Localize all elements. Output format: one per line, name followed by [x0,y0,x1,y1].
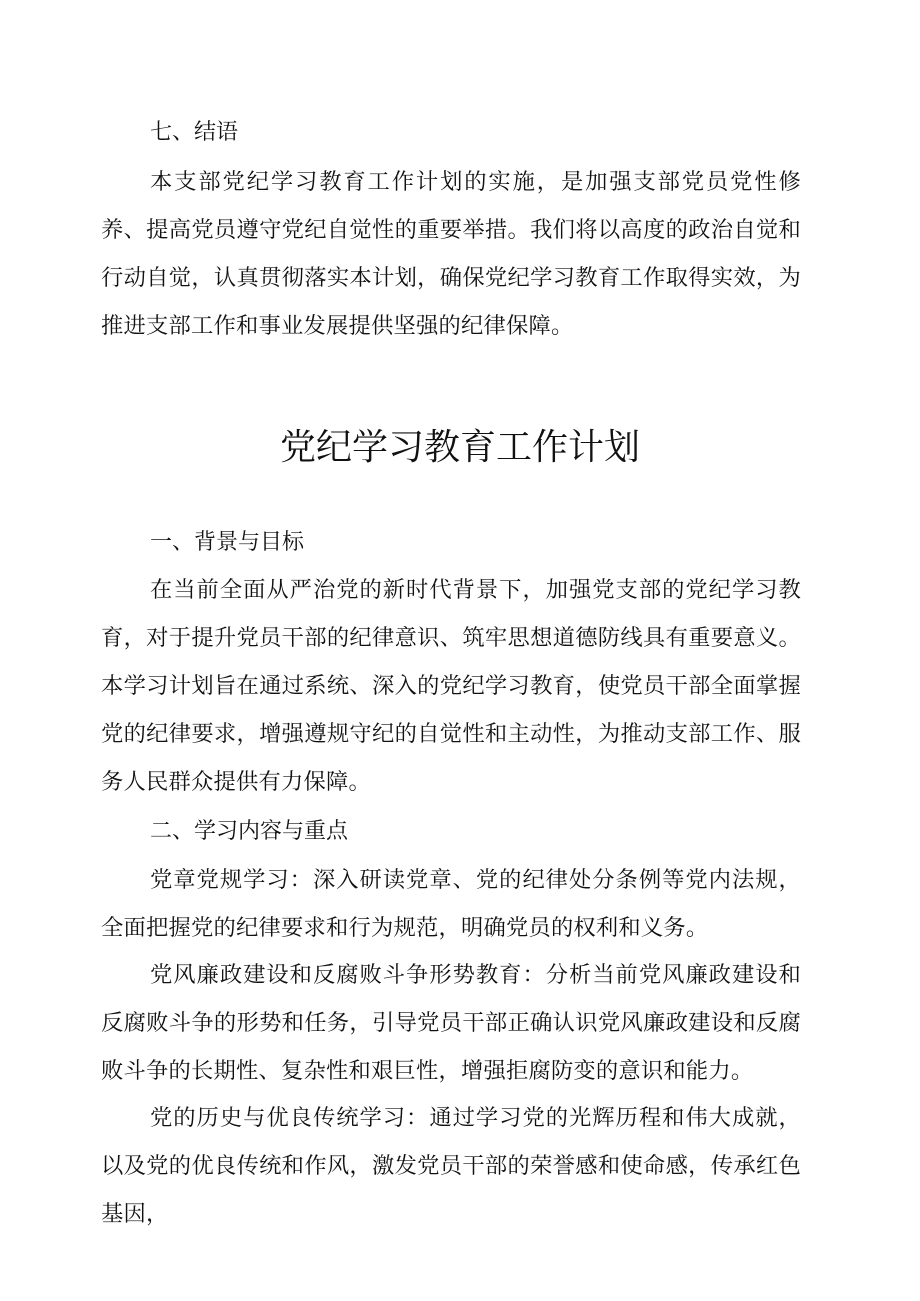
section1-heading: 一、背景与目标 [150,530,305,555]
section2-item-party-history: 党的历史与优良传统学习：通过学习党的光辉历程和伟大成就，以及党的优良传统和作风，激发党员干部的荣誉感和使命感，传承红色基因， [101,1105,801,1227]
conclusion-paragraph: 本支部党纪学习教育工作计划的实施，是加强支部党员党性修养、提高党员遵守党纪自觉性的重要举措。我们将以高度的政治自觉和行动自觉，认真贯彻落实本计划，确保党纪学习教育工作取得实效，为推进支部工作和事业发展提供坚强的纪律保障。 [101,169,801,339]
section2-item-party-rules: 党章党规学习：深入研读党章、党的纪律处分条例等党内法规，全面把握党的纪律要求和行为规范，明确党员的权利和义务。 [101,867,801,941]
section1-paragraph: 在当前全面从严治党的新时代背景下，加强党支部的党纪学习教育，对于提升党员干部的纪律意识、筑牢思想道德防线具有重要意义。本学习计划旨在通过系统、深入的党纪学习教育，使党员干部全面掌握党的纪律要求，增强遵规守纪的自觉性和主动性，为推动支部工作、服务人民群众提供有力保障。 [101,577,801,795]
section2-item-anti-corruption: 党风廉政建设和反腐败斗争形势教育：分析当前党风廉政建设和反腐败斗争的形势和任务，引导党员干部正确认识党风廉政建设和反腐败斗争的长期性、复杂性和艰巨性，增强拒腐防变的意识和能力。 [101,962,801,1084]
document-title: 党纪学习教育工作计划 [279,427,640,468]
conclusion-heading: 七、结语 [150,120,239,145]
section2-heading: 二、学习内容与重点 [150,819,349,844]
